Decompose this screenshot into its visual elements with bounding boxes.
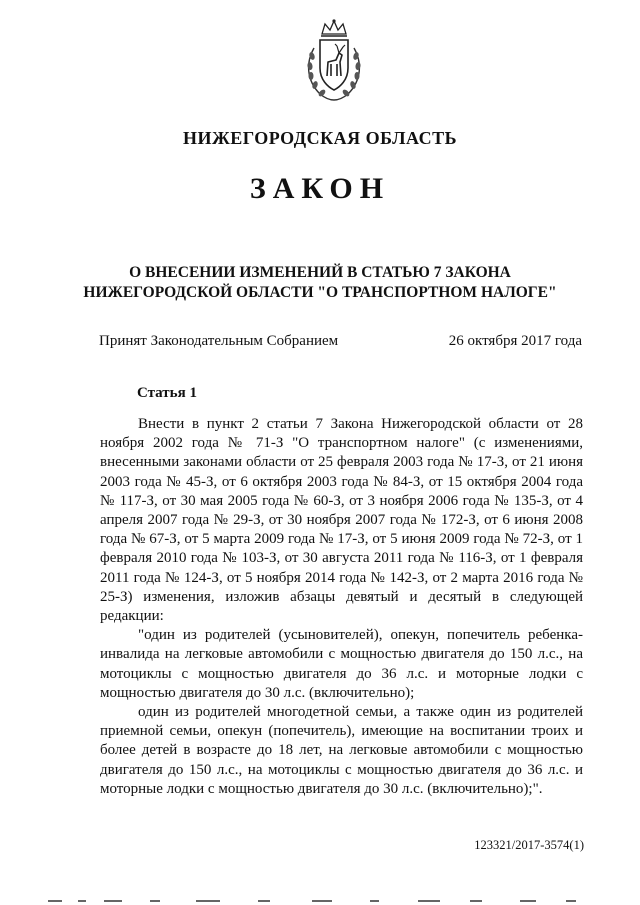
region-name: НИЖЕГОРОДСКАЯ ОБЛАСТЬ [182,128,458,148]
law-title: О ВНЕСЕНИИ ИЗМЕНЕНИЙ В СТАТЬЮ 7 ЗАКОНА НИЖЕГОРОДСКОЙ ОБЛАСТИ "О ТРАНСПОРТНОМ НАЛОГЕ" [83,264,557,301]
article-paragraph: "один из родителей (усыновителей), опекун, попечитель ребенка-инвалида на легковые автомобили с мощностью двигателя до 150 л.с., на мотоциклы с мощностью двигателя до 36 л.с. и моторные лодки с мощностью двигателя до 30 л.с. (включительно); [100,627,583,701]
scan-edge-marks [0,898,640,905]
article-heading: Статья 1 [137,385,197,401]
adoption-date: 26 октября 2017 года [448,333,582,349]
adopted-by: Принят Законодательным Собранием [99,333,339,349]
document-type: ЗАКОН [249,172,391,205]
coat-of-arms-icon [300,18,368,104]
registration-number: 123321/2017-3574(1) [474,838,584,852]
article-paragraph: один из родителей многодетной семьи, а также один из родителей приемной семьи, опекун (попечитель), имеющие на воспитании троих и более детей в возрасте до 18 лет, на легковые автомобили с мощностью двигателя до 150 л.с., на мотоциклы с мощностью двигателя до 36 л.с. и моторные лодки с мощностью двигателя до 30 л.с. (включительно);". [100,704,583,797]
article-body [100,415,583,799]
article-paragraph: Внести в пункт 2 статьи 7 Закона Нижегородской области от 28 ноября 2002 года № 71-З "О транспортном налоге" (с изменениями, внесенными законами области от 25 февраля 2003 года № 17-З, от 21 июня 2003 года № 45-З, от 6 октября 2003 года № 84-З, от 15 октября 2004 года № 117-З, от 30 мая 2005 года № 60-З, от 3 ноября 2006 года № 135-З, от 4 апреля 2007 года № 29-З, от 30 ноября 2007 года № 172-З, от 6 июня 2008 года № 67-З, от 5 марта 2009 года № 17-З, от 5 июня 2009 года № 72-З, от 1 февраля 2010 года № 103-З, от 30 августа 2011 года № 116-З, от 1 февраля 2011 года № 124-З, от 5 ноября 2014 года № 142-З, от 2 марта 2016 года № 25-З) изменения, изложив абзацы девятый и десятый в следующей редакции: [100,416,583,625]
adoption-line [99,333,582,350]
